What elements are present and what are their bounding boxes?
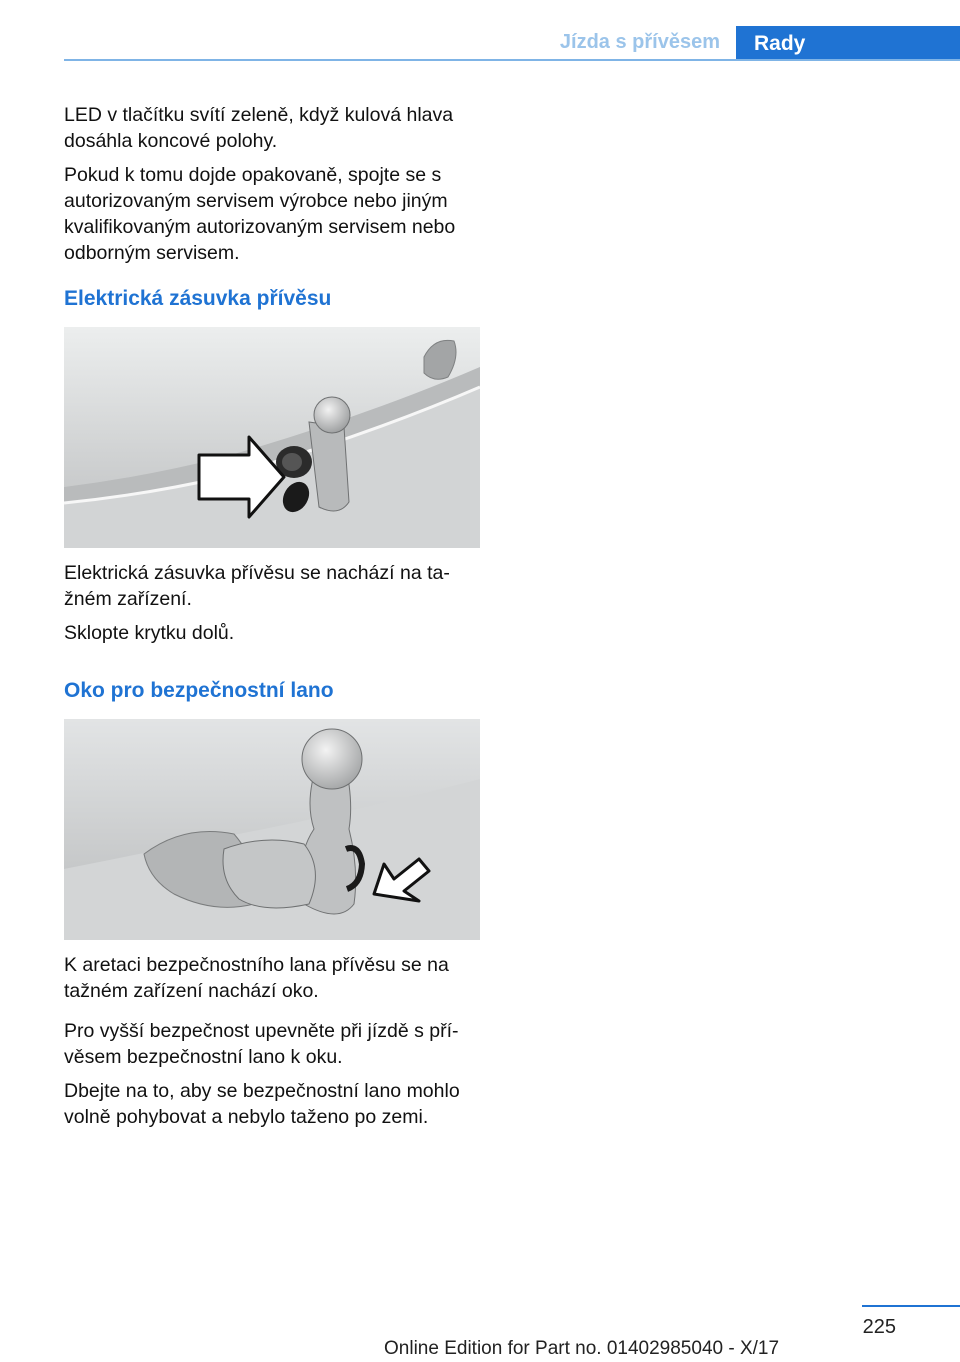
paragraph-eye-location: K aretaci bezpečnostního lana přívěsu se na tažném zařízení nachází oko. xyxy=(64,954,449,1002)
header-section-title: Jízda s přívěsem xyxy=(559,31,720,53)
paragraph-led: LED v tlačítku svítí zeleně, když kulová hlava dosáhla koncové polohy. xyxy=(64,104,454,152)
header-rule xyxy=(64,59,960,61)
trailer-socket-illustration xyxy=(64,327,480,548)
page-number: 225 xyxy=(862,1316,896,1338)
paragraph-attach-cable: Pro vyšší bezpečnost upevněte při jízdě s pří-věsem bezpečnostní lano k oku. xyxy=(64,1020,459,1068)
edition-note: Online Edition for Part no. 01402985040 - X/17 xyxy=(384,1338,780,1359)
heading-safety-eye: Oko pro bezpečnostní lano xyxy=(64,679,334,702)
footer-rule xyxy=(862,1305,960,1307)
heading-trailer-socket: Elektrická zásuvka přívěsu xyxy=(64,287,332,310)
safety-eye-text xyxy=(64,952,480,1130)
paragraph-service: Pokud k tomu dojde opakovaně, spojte se s autorizovaným servisem výrobce nebo jiným kvalifikovaným autorizovaným servisem nebo odborným servisem. xyxy=(64,164,456,264)
figure-trailer-socket xyxy=(64,327,480,548)
paragraph-cable-free: Dbejte na to, aby se bezpečnostní lano mohlo volně pohybovat a nebylo taženo po zemi. xyxy=(64,1080,460,1128)
paragraph-fold-cover: Sklopte krytku dolů. xyxy=(64,622,235,644)
figure-safety-eye xyxy=(64,719,480,940)
socket-text xyxy=(64,560,480,646)
intro-text xyxy=(64,102,480,266)
safety-eye-illustration xyxy=(64,719,480,940)
paragraph-socket-location: Elektrická zásuvka přívěsu se nachází na ta-žném zařízení. xyxy=(64,562,450,610)
chapter-tab: Rady xyxy=(736,26,960,61)
